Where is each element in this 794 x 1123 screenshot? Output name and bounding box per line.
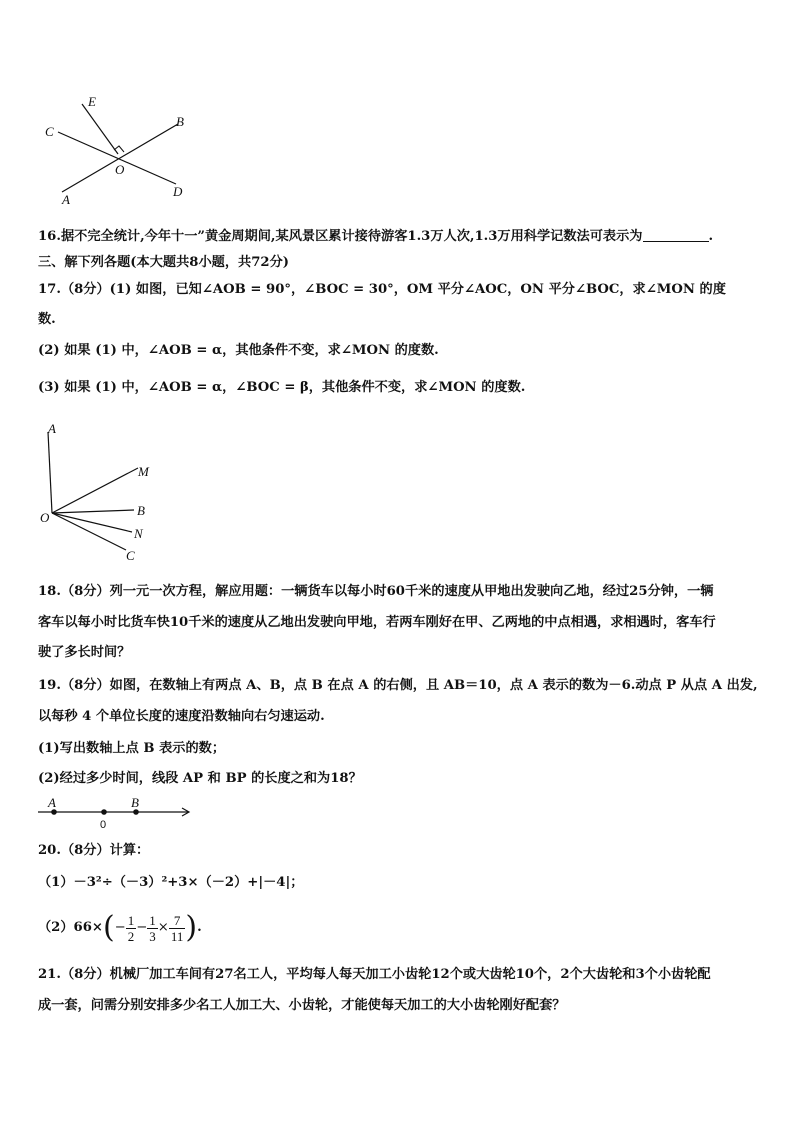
question-19-line2: 以每秒 4 个单位长度的速度沿数轴向右匀速运动. <box>38 709 325 724</box>
number-line <box>36 795 196 831</box>
question-17-part1: 17.（8分）(1) 如图，已知∠AOB = 90°，∠BOC = 30°，OM 平分∠AOC，ON 平分∠BOC，求∠MON 的度 <box>38 282 726 297</box>
point-B <box>133 809 139 815</box>
question-19-sub2: (2)经过多少时间，线段 AP 和 BP 的长度之和为18？ <box>38 771 362 786</box>
label-B: B <box>176 114 184 129</box>
question-17-part3: (3) 如果 (1) 中，∠AOB = α，∠BOC = β，其他条件不变，求∠MON 的度数. <box>38 380 526 395</box>
question-21-line2: 成一套，问需分别安排多少名工人加工大、小齿轮，才能使每天加工的大小齿轮刚好配套？ <box>38 998 566 1013</box>
angle-figure-2 <box>38 418 168 568</box>
point-origin <box>101 809 107 815</box>
question-16: 16.据不完全统计,今年十一”黄金周期间,某风景区累计接待游客1.3万人次,1.3万用科学记数法可表示为 . <box>38 229 714 244</box>
section-heading: 三、解下列各题(本大题共8小题，共72分) <box>38 255 290 270</box>
fraction-3: $\frac{7}{11}$ <box>170 912 184 944</box>
question-19-line1: 19.（8分）如图，在数轴上有两点 A、B，点 B 在点 A 的右侧，且 AB＝10，点 A 表示的数为－6.动点 P 从点 A 出发, <box>38 678 758 693</box>
label-M: M <box>138 464 149 479</box>
question-18-line3: 驶了多长时间？ <box>38 645 131 660</box>
label-A: A <box>62 192 70 207</box>
question-20-part2: （2）66× ( − $\frac{1}{2}$ − $\frac{1}{3}$ × $\frac{7}{11}$ ) . <box>38 910 202 945</box>
answer-blank[interactable] <box>643 228 709 242</box>
point-A <box>51 809 57 815</box>
question-17-part1-cont: 数. <box>38 312 56 327</box>
label-zero: 0 <box>100 819 107 831</box>
label-C: C <box>45 124 54 139</box>
label-N: N <box>134 526 143 541</box>
question-19-sub1: (1)写出数轴上点 B 表示的数； <box>38 741 226 756</box>
label-B: B <box>131 795 139 810</box>
question-20-title: 20.（8分）计算： <box>38 843 150 858</box>
label-B: B <box>137 503 145 518</box>
question-18-line2: 客车以每小时比货车快10千米的速度从乙地出发驶向甲地，若两车刚好在甲、乙两地的中点相遇，求相遇时，客车行 <box>38 615 716 630</box>
question-18-line1: 18.（8分）列一元一次方程，解应用题：一辆货车以每小时60千米的速度从甲地出发驶向乙地，经过25分钟，一辆 <box>38 584 714 599</box>
fraction-1: $\frac{1}{2}$ <box>127 912 135 944</box>
label-D: D <box>173 184 183 199</box>
question-17-part2: (2) 如果 (1) 中，∠AOB = α，其他条件不变，求∠MON 的度数. <box>38 343 439 358</box>
fraction-2: $\frac{1}{3}$ <box>149 912 156 944</box>
angle-figure-1 <box>40 92 200 212</box>
label-A: A <box>48 795 56 810</box>
label-O: O <box>40 510 50 525</box>
label-E: E <box>88 94 96 109</box>
label-O: O <box>115 162 125 177</box>
label-C: C <box>126 548 135 563</box>
question-21-line1: 21.（8分）机械厂加工车间有27名工人，平均每人每天加工小齿轮12个或大齿轮10个，2个大齿轮和3个小齿轮配 <box>38 967 711 982</box>
question-20-part1: （1）－3²÷（－3）²+3×（－2）+|－4|； <box>38 875 304 890</box>
label-A: A <box>48 421 56 436</box>
